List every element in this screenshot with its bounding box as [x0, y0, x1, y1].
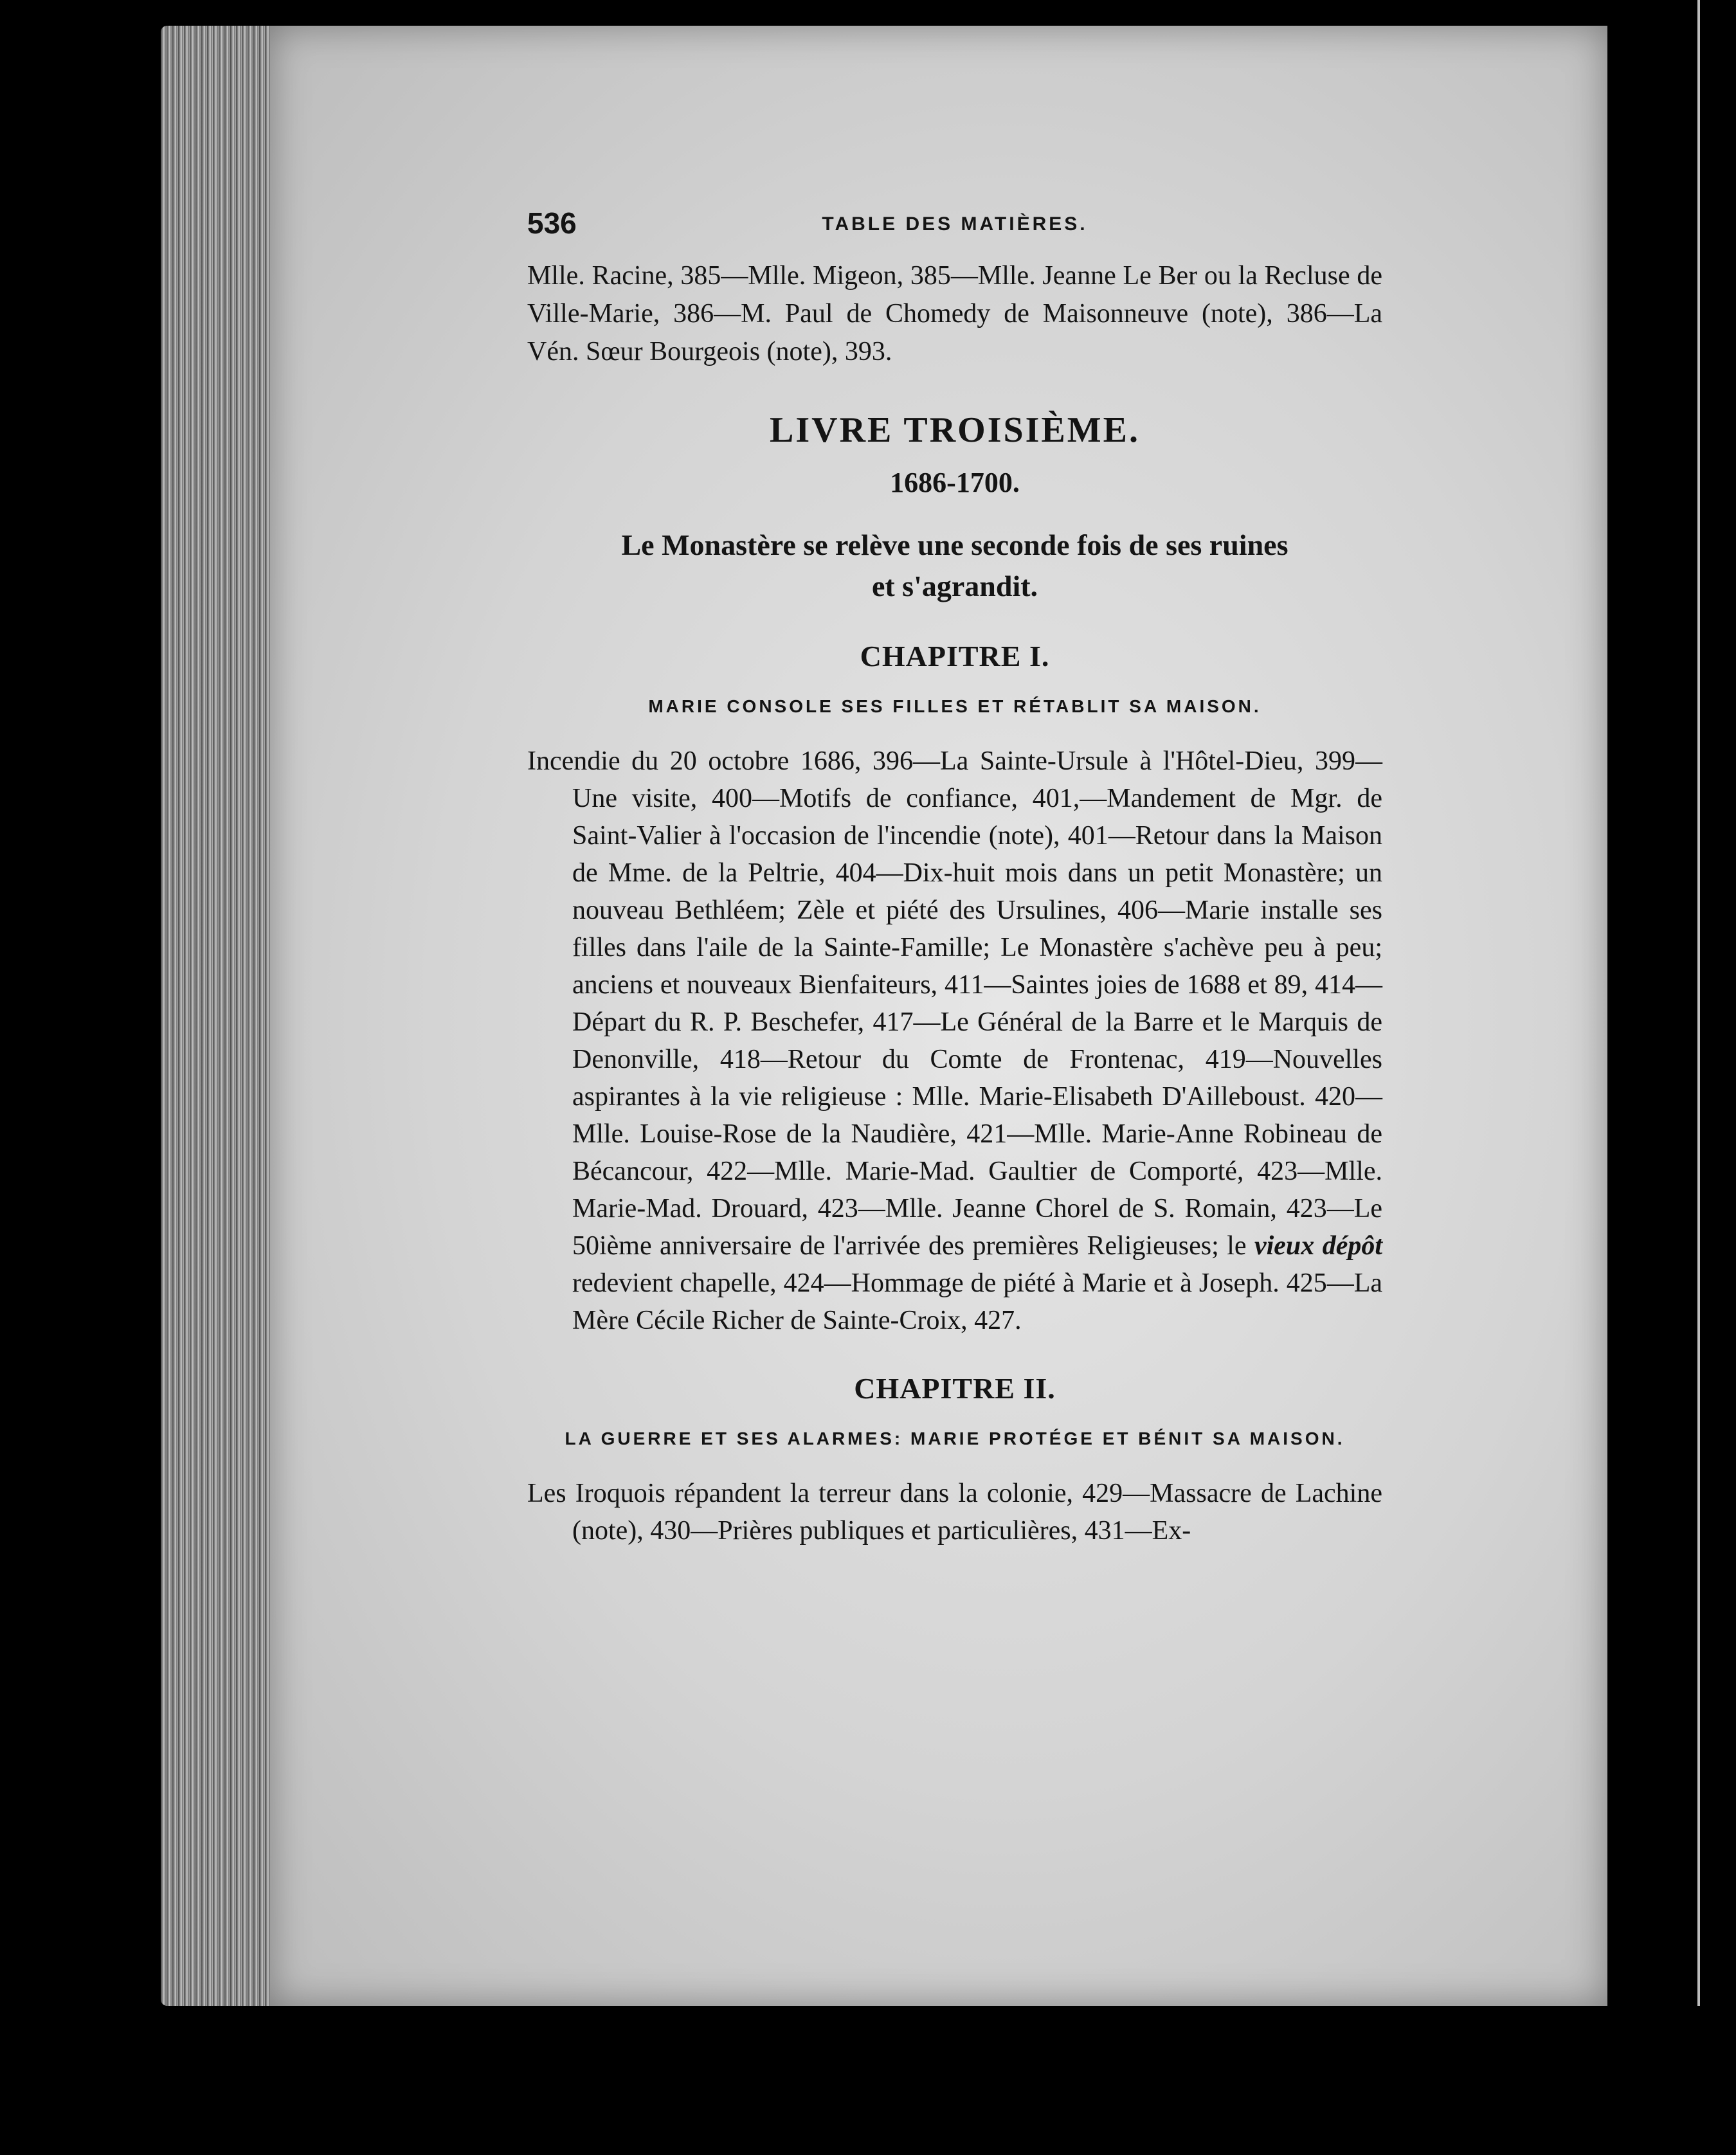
right-page-edge-line [1697, 0, 1700, 2155]
chapter-2-summary: LA GUERRE ET SES ALARMES: MARIE PROTÉGE ET BÉNIT SA MAISON. [565, 1429, 1345, 1448]
chapter-2-title: CHAPITRE II. [854, 1372, 1056, 1405]
chapter-1-summary: MARIE CONSOLE SES FILLES ET RÉTABLIT SA MAISON. [648, 696, 1261, 716]
book-title: LIVRE TROISIÈME. [769, 410, 1140, 450]
chapter-2-contents: Les Iroquois répandent la terreur dans la colonie, 429—Massacre de Lachine (note), 430—Prières publiques et particulières, 431—Ex- [527, 1479, 1382, 1546]
book-subtitle-line-1: Le Monastère se relève une seconde fois de ses ruines [621, 528, 1288, 561]
running-head [527, 206, 1382, 251]
chapter-1-title: CHAPITRE I. [860, 640, 1050, 672]
right-dark-margin [1646, 0, 1736, 2155]
page-content [527, 206, 1382, 1549]
chapter-1-contents [527, 743, 1382, 1339]
page-number: 536 [527, 206, 577, 240]
running-title: TABLE DES MATIÈRES. [822, 213, 1088, 235]
bottom-dark-margin [0, 2006, 1736, 2155]
book-page-edges [161, 26, 276, 2006]
book-dates: 1686-1700. [890, 467, 1020, 498]
book-subtitle [527, 525, 1382, 607]
book-subtitle-line-2: et s'agrandit. [871, 570, 1038, 602]
continued-entry: Mlle. Racine, 385—Mlle. Migeon, 385—Mlle. Jeanne Le Ber ou la Recluse de Ville-Marie, 386—M. Paul de Chomedy de Maisonneuve (note), 386—La Vén. Sœur Bourgeois (note), 393. [527, 261, 1382, 366]
chapter-1-italic-phrase: vieux dépôt [1254, 1231, 1383, 1261]
chapter-1-contents-part-1: Incendie du 20 octobre 1686, 396—La Sainte-Ursule à l'Hôtel-Dieu, 399—Une visite, 400—Motifs de confiance, 401,—Mandement de Mgr. de Saint-Valier à l'occasion de l'incendie (note), 401—Retour dans la Maison de Mme. de la Peltrie, 404—Dix-huit mois dans un petit Monastère; un nouveau Bethléem; Zèle et piété des Ursulines, 406—Marie installe ses filles dans l'aile de la Sainte-Famille; Le Monastère s'achève peu à peu; anciens et nouveaux Bienfaiteurs, 411—Saintes joies de 1688 et 89, 414—Départ du R. P. Beschefer, 417—Le Général de la Barre et le Marquis de Denonville, 418—Retour du Comte de Frontenac, 419—Nouvelles aspirantes à la vie religieuse : Mlle. Marie-Elisabeth D'Ailleboust. 420—Mlle. Louise-Rose de la Naudière, 421—Mlle. Marie-Anne Robineau de Bécancour, 422—Mlle. Marie-Mad. Gaultier de Comporté, 423—Mlle. Marie-Mad. Drouard, 423—Mlle. Jeanne Chorel de S. Romain, 423—Le 50ième anniversaire de l'arrivée des premières Religieuses; le [527, 746, 1382, 1261]
chapter-1-contents-part-2: redevient chapelle, 424—Hommage de piété à Marie et à Joseph. 425—La Mère Cécile Richer de Sainte-Croix, 427. [572, 1268, 1382, 1335]
